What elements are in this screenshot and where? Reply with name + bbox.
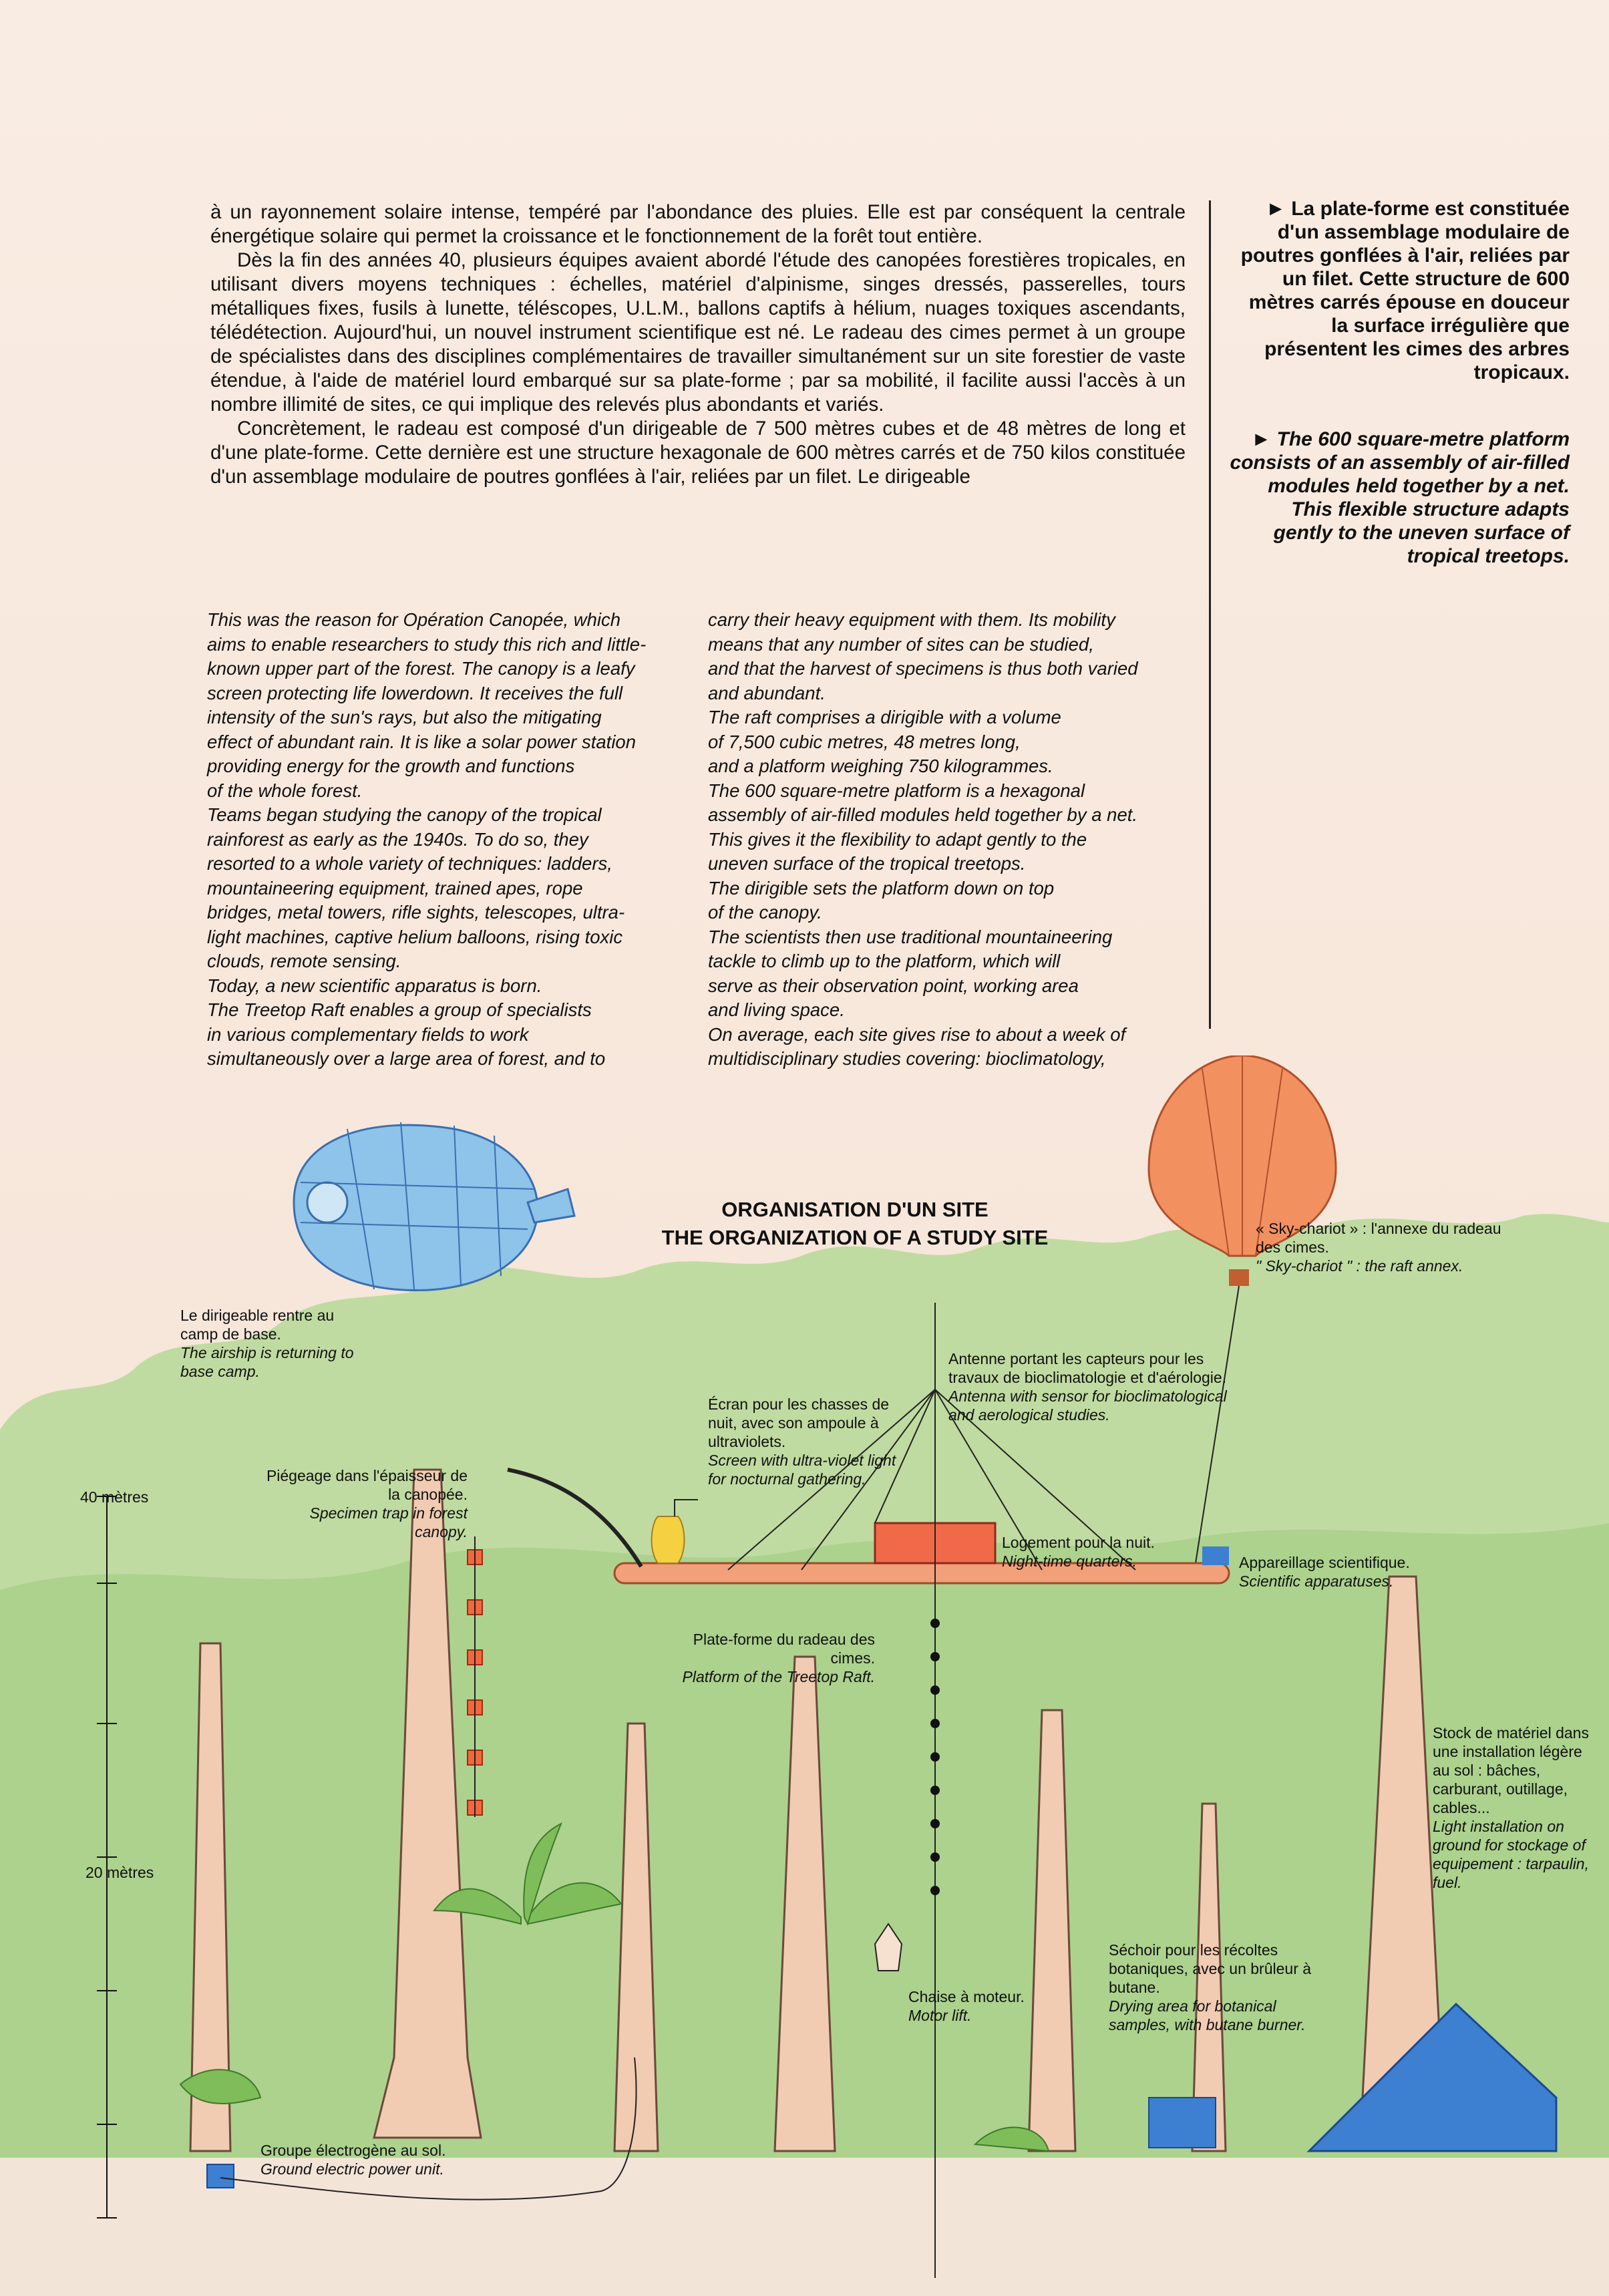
label-equipment-stock: Stock de matériel dans une installation légère au sol : bâches, carburant, outillage, cables... Light installation on ground for stockage of equipement : tarpaulin, fuel.	[1433, 1724, 1589, 1891]
generator-box	[207, 2164, 234, 2188]
english-line: This was the reason for Opération Canopée, which	[207, 609, 621, 630]
dryer-box	[1149, 2098, 1216, 2148]
english-line: bridges, metal towers, rifle sights, telescopes, ultra-	[207, 902, 625, 923]
sidebar-caption-french: ► La plate-forme est constituée d'un assemblage modulaire de poutres gonflées à l'air, reliées par un filet. Cette structure de 600 mètres carrés épouse en douceur la surface irrégulière que présentent les cimes des arbres tropicaux.	[1240, 198, 1570, 383]
english-line: Today, a new scientific apparatus is born.	[207, 975, 542, 996]
english-line: assembly of air-filled modules held together by a net.	[708, 804, 1138, 825]
english-column-left	[207, 608, 688, 1072]
label-scientific-apparatus: Appareillage scientifique. Scientific apparatuses.	[1239, 1554, 1410, 1590]
balloon-basket	[1229, 1269, 1249, 1286]
english-line: intensity of the sun's rays, but also the mitigating	[207, 707, 602, 727]
english-line: The 600 square-metre platform is a hexagonal	[708, 780, 1085, 801]
uv-screen-lamp	[652, 1516, 685, 1563]
french-article-body	[210, 200, 1186, 489]
english-line: simultaneously over a large area of forest, and to	[207, 1048, 606, 1069]
english-line: in various complementary fields to work	[207, 1023, 529, 1045]
english-line: of 7,500 cubic metres, 48 metres long,	[708, 731, 1021, 752]
english-line: providing energy for the growth and functions	[207, 756, 575, 776]
english-line: of the canopy.	[708, 902, 822, 923]
english-line: clouds, remote sensing.	[207, 951, 401, 971]
french-paragraph-3: Concrètement, le radeau est composé d'un dirigeable de 7 500 mètres cubes et de 48 mètres de long et d'une plate-forme. Cette dernière est une structure hexagonale de 600 mètres carrés et de 750 kilos constituée d'un assemblage modulaire de poutres gonflées à l'air, reliées par un filet. Le dirigeable	[210, 418, 1186, 488]
english-line: carry their heavy equipment with them. Its mobility	[708, 609, 1115, 630]
english-line: aims to enable researchers to study this rich and little-	[207, 633, 647, 655]
label-dryer: Séchoir pour les récoltes botaniques, avec un brûleur à butane. Drying area for botanical samples, with butane burner.	[1109, 1941, 1312, 2033]
english-line: screen protecting life lowerdown. It receives the full	[207, 682, 623, 703]
english-column-right	[708, 608, 1189, 1072]
label-generator: Groupe électrogène au sol. Ground electric power unit.	[260, 2142, 446, 2178]
diagram-title-english: THE ORGANIZATION OF A STUDY SITE	[661, 1226, 1049, 1249]
diagram-title	[588, 1196, 1122, 1252]
label-night-quarters: Logement pour la nuit. Night-time quarters.	[1002, 1534, 1155, 1570]
scientific-apparatus-box	[1202, 1546, 1229, 1565]
label-antenna: Antenne portant les capteurs pour les travaux de bioclimatologie et d'aérologie. Antenna with sensor for bioclimatological and aerological studies.	[948, 1350, 1227, 1424]
label-dirigible: Le dirigeable rentre au camp de base. The airship is returning to base camp.	[180, 1307, 354, 1380]
english-line: uneven surface of the tropical treetops.	[708, 853, 1026, 874]
ground-strip	[0, 2158, 1609, 2296]
label-sky-chariot: « Sky-chariot » : l'annexe du radeau des cimes. " Sky-chariot " : the raft annex.	[1256, 1220, 1501, 1275]
english-line: The raft comprises a dirigible with a volume	[708, 707, 1061, 727]
english-line: means that any number of sites can be studied,	[708, 633, 1094, 655]
english-line: On average, each site gives rise to about a week of	[708, 1023, 1126, 1045]
english-line: resorted to a whole variety of techniques: ladders,	[207, 853, 612, 874]
english-line: and a platform weighing 750 kilogrammes.	[708, 756, 1053, 776]
scale-label-20m: 20 mètres	[85, 1864, 154, 1881]
english-line: Teams began studying the canopy of the tropical	[207, 804, 602, 825]
label-platform: Plate-forme du radeau des cimes. Platform of the Treetop Raft.	[682, 1631, 875, 1685]
english-line: The dirigible sets the platform down on top	[708, 877, 1055, 898]
english-line: and abundant.	[708, 682, 826, 703]
english-line: and living space.	[708, 999, 845, 1020]
label-uv-screen: Écran pour les chasses de nuit, avec son ampoule à ultraviolets. Screen with ultra-violet light for nocturnal gathering.	[708, 1396, 896, 1488]
english-line: of the whole forest.	[207, 780, 363, 801]
diagram-title-french: ORGANISATION D'UN SITE	[721, 1198, 989, 1221]
english-line: multidisciplinary studies covering: bioclimatology,	[708, 1048, 1106, 1069]
english-line: The Treetop Raft enables a group of specialists	[207, 999, 592, 1020]
column-divider	[1209, 200, 1211, 1029]
label-specimen-trap: Piégeage dans l'épaisseur de la canopée. Specimen trap in forest canopy.	[266, 1467, 468, 1540]
english-line: and that the harvest of specimens is thus both varied	[708, 658, 1138, 679]
sidebar-caption-english: ► The 600 square-metre platform consists of an assembly of air-filled modules held together by a net. This flexible structure adapts gently to the uneven surface of tropical treetops.	[1230, 428, 1570, 567]
english-line: serve as their observation point, working area	[708, 975, 1079, 996]
scale-label-40m: 40 mètres	[80, 1488, 149, 1506]
english-line: This gives it the flexibility to adapt gently to the	[708, 828, 1087, 850]
french-paragraph-1: à un rayonnement solaire intense, tempéré par l'abondance des pluies. Elle est par conséquent la centrale énergétique solaire qui permet la croissance et le fonctionnement de la forêt tout entière.	[210, 201, 1186, 247]
dirigible-airship	[294, 1122, 574, 1291]
french-paragraph-2: Dès la fin des années 40, plusieurs équipes avaient abordé l'étude des canopées forestières tropicales, en utilisant divers moyens techniques : échelles, matériel d'alpinisme, singes dressés, passerelles, tours métalliques fixes, fusils à lunette, téléscopes, U.L.M., ballons captifs à hélium, nuages toxiques ascendants, télédétection. Aujourd'hui, un nouvel instrument scientifique est né. Le radeau des cimes permet à un groupe de spécialistes dans des disciplines complémentaires de travailler simultanément sur un site forestier de vaste étendue, à l'aide de matériel lourd embarqué sur sa plate-forme ; par sa mobilité, il facilite aussi l'accès à un nombre illimité de sites, ce qui implique des relevés plus abondants et variés.	[210, 249, 1186, 416]
label-motor-lift: Chaise à moteur. Motor lift.	[908, 1988, 1025, 2024]
english-line: The scientists then use traditional mountaineering	[708, 926, 1113, 947]
english-line: rainforest as early as the 1940s. To do so, they	[207, 828, 588, 850]
english-line: known upper part of the forest. The canopy is a leafy	[207, 658, 635, 679]
english-line: light machines, captive helium balloons, rising toxic	[207, 926, 623, 947]
english-line: tackle to climb up to the platform, which will	[708, 951, 1061, 971]
english-line: mountaineering equipment, trained apes, rope	[207, 877, 583, 898]
english-line: effect of abundant rain. It is like a solar power station	[207, 731, 637, 752]
